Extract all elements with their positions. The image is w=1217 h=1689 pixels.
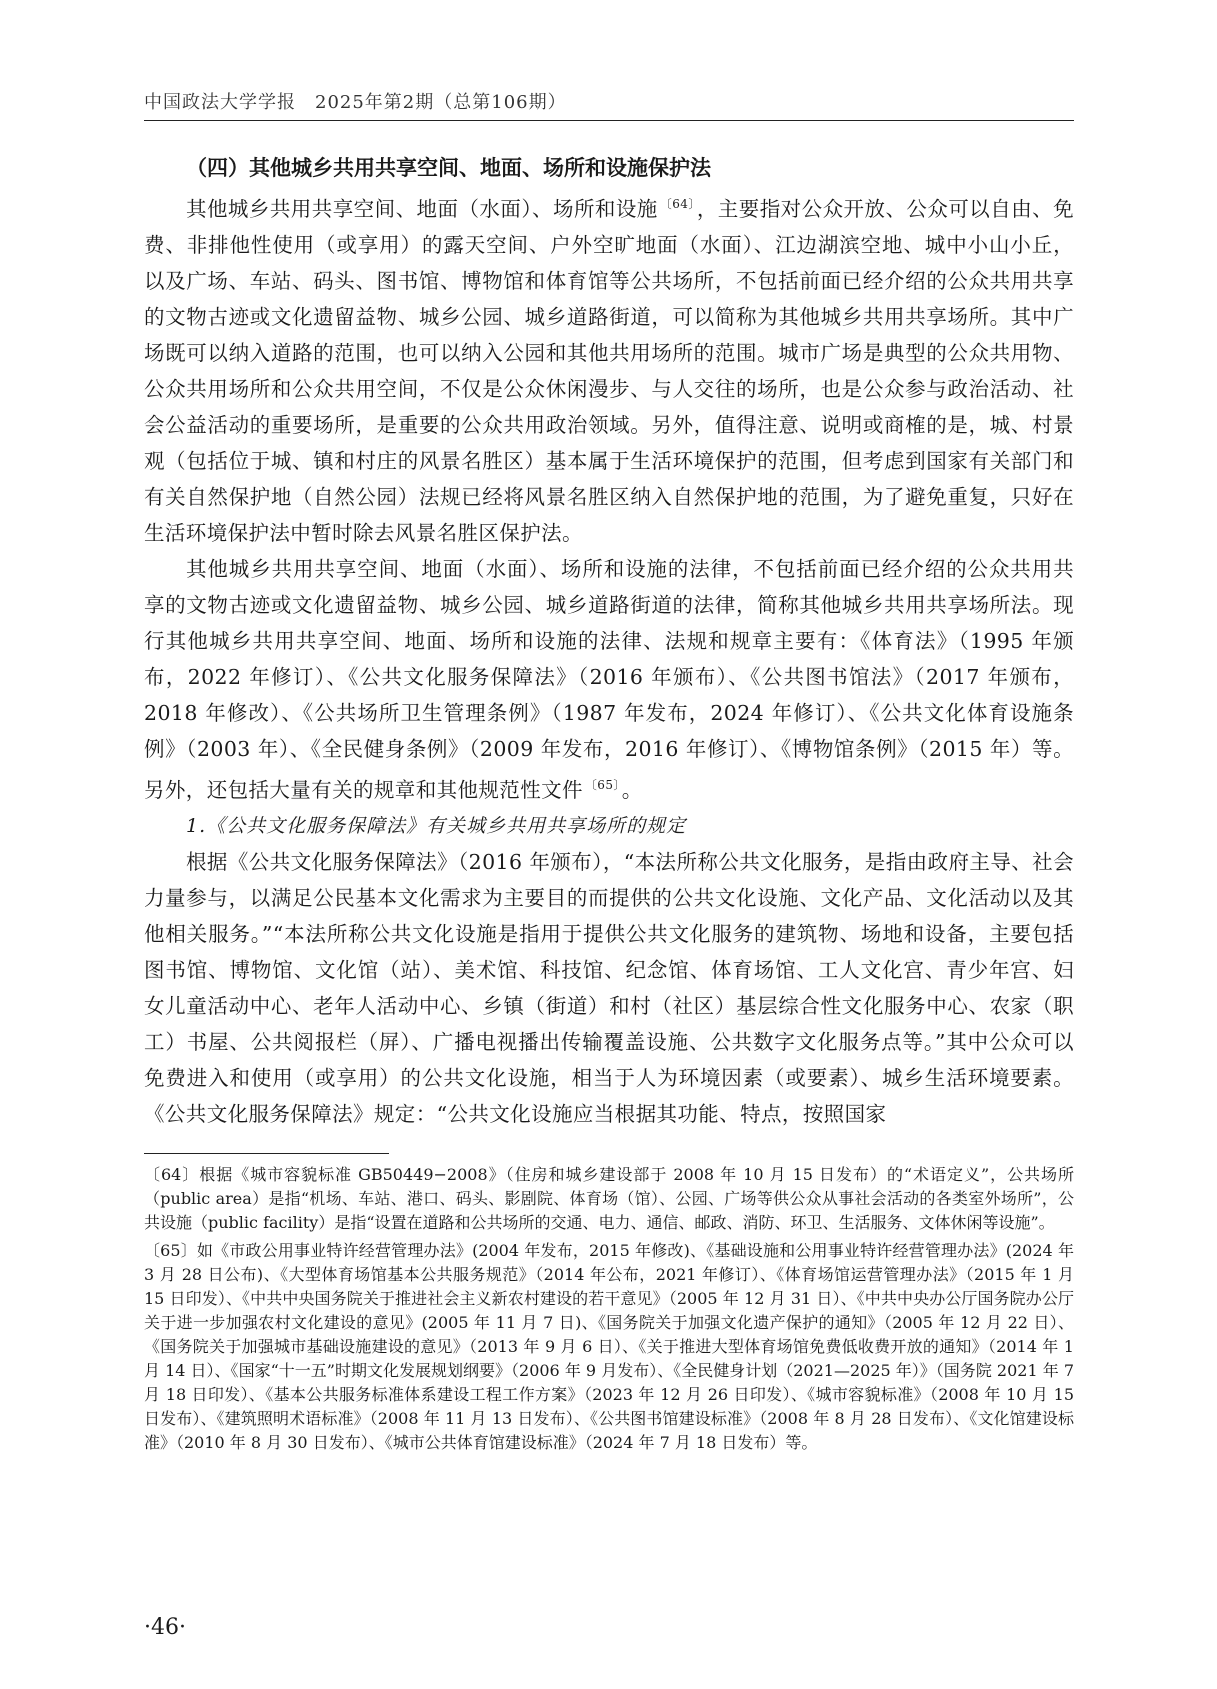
paragraph-2-text-b: 。 — [621, 778, 643, 802]
header-divider — [144, 120, 1074, 121]
page-number: ·46· — [144, 1615, 186, 1640]
section-heading: （四）其他城乡共用共享空间、地面、场所和设施保护法 — [186, 156, 711, 180]
running-header: 中国政法大学学报 2025年第2期（总第106期） — [144, 92, 567, 113]
paragraph-1-text-b: ，主要指对公众开放、公众可以自由、免费、非排他性使用（或享用）的露天空间、户外空旷地面（水面）、江边湖滨空地、城中小山小丘，以及广场、车站、码头、图书馆、博物馆和体育馆等公共场所，不包括前面已经介绍的公众共用共享的文物古迹或文化遗留益物、城乡公园、城乡道路街道，可以简称为其他城乡共用共享场所。其中广场既可以纳入道路的范围，也可以纳入公园和其他共用场所的范围。城市广场是典型的公众共用物、公众共用场所和公众共用空间，不仅是公众休闲漫步、与人交往的场所，也是公众参与政治活动、社会公益活动的重要场所，是重要的公众共用政治领域。另外，值得注意、说明或商榷的是，城、村景观（包括位于城、镇和村庄的风景名胜区）基本属于生活环境保护的范围，但考虑到国家有关部门和有关自然保护地（自然公园）法规已经将风景名胜区纳入自然保护地的范围，为了避免重复，只好在生活环境保护法中暂时除去风景名胜区保护法。 — [144, 197, 1075, 545]
footnotes — [144, 1163, 1074, 1459]
footnote-ref-64[interactable]: 〔64〕 — [659, 197, 695, 211]
subsection-heading: 1.《公共文化服务保障法》有关城乡共用共享场所的规定 — [186, 815, 687, 837]
main-text — [144, 150, 1074, 1132]
paragraph-1 — [144, 186, 1074, 551]
footnote-ref-65[interactable]: 〔65〕 — [584, 778, 620, 792]
paragraph-2-text-a: 其他城乡共用共享空间、地面（水面）、场所和设施的法律，不包括前面已经介绍的公众共用共享的文物古迹或文化遗留益物、城乡公园、城乡道路街道的法律，简称其他城乡共用共享场所法。现行其他城乡共用共享空间、地面、场所和设施的法律、法规和规章主要有：《体育法》（1995 年颁布，2022 年修订）、《公共文化服务保障法》（2016 年颁布）、《公共图书馆法》（2017 年颁布，2018 年修改）、《公共场所卫生管理条例》（1987 年发布，2024 年修订）、《公共文化体育设施条例》（2003 年）、《全民健身条例》（2009 年发布，2016 年修订）、《博物馆条例》（2015 年）等。另外，还包括大量有关的规章和其他规范性文件 — [144, 557, 1074, 802]
paragraph-1-text-a: 其他城乡共用共享空间、地面（水面）、场所和设施 — [186, 197, 658, 221]
footnote-divider — [144, 1153, 389, 1154]
footnote-64: 〔64〕根据《城市容貌标准 GB50449−2008》（住房和城乡建设部于 2008 年 10 月 15 日发布）的“术语定义”，公共场所（public area）是指“机场、车站、港口、码头、影剧院、体育场（馆）、公园、广场等供公众从事社会活动的各类室外场所”，公共设施（public facility）是指“设置在道路和公共场所的交通、电力、通信、邮政、消防、环卫、生活服务、文体休闲等设施”。 — [144, 1165, 1074, 1232]
paragraph-3: 根据《公共文化服务保障法》（2016 年颁布），“本法所称公共文化服务，是指由政府主导、社会力量参与，以满足公民基本文化需求为主要目的而提供的公共文化设施、文化产品、文化活动以及其他相关服务。”“本法所称公共文化设施是指用于提供公共文化服务的建筑物、场地和设备，主要包括图书馆、博物馆、文化馆（站）、美术馆、科技馆、纪念馆、体育场馆、工人文化宫、青少年宫、妇女儿童活动中心、老年人活动中心、乡镇（街道）和村（社区）基层综合性文化服务中心、农家（职工）书屋、公共阅报栏（屏）、广播电视播出传输覆盖设施、公共数字文化服务点等。”其中公众可以免费进入和使用（或享用）的公共文化设施，相当于人为环境因素（或要素）、城乡生活环境要素。《公共文化服务保障法》规定：“公共文化设施应当根据其功能、特点，按照国家 — [144, 850, 1074, 1126]
paragraph-2 — [144, 551, 1074, 808]
footnote-65: 〔65〕如《市政公用事业特许经营管理办法》(2004 年发布，2015 年修改)、《基础设施和公用事业特许经营管理办法》(2024 年 3 月 28 日公布)、《大型体育场馆基本公共服务规范》（2014 年公布，2021 年修订）、《体育场馆运营管理办法》（2015 年 1 月 15 日印发）、《中共中央国务院关于推进社会主义新农村建设的若干意见》（2005 年 12 月 31 日）、《中共中央办公厅国务院办公厅关于进一步加强农村文化建设的意见》(2005 年 11 月 7 日)、《国务院关于加强文化遗产保护的通知》（2005 年 12 月 22 日）、《国务院关于加强城市基础设施建设的意见》（2013 年 9 月 6 日）、《关于推进大型体育场馆免费低收费开放的通知》（2014 年 1 月 14 日）、《国家“十一五”时期文化发展规划纲要》（2006 年 9 月发布）、《全民健身计划（2021—2025 年）》（国务院 2021 年 7 月 18 日印发）、《基本公共服务标准体系建设工程工作方案》（2023 年 12 月 26 日印发）、《城市容貌标准》（2008 年 10 月 15 日发布）、《建筑照明术语标准》（2008 年 11 月 13 日发布）、《公共图书馆建设标准》（2008 年 8 月 28 日发布）、《文化馆建设标准》（2010 年 8 月 30 日发布）、《城市公共体育馆建设标准》（2024 年 7 月 18 日发布）等。 — [144, 1241, 1074, 1452]
